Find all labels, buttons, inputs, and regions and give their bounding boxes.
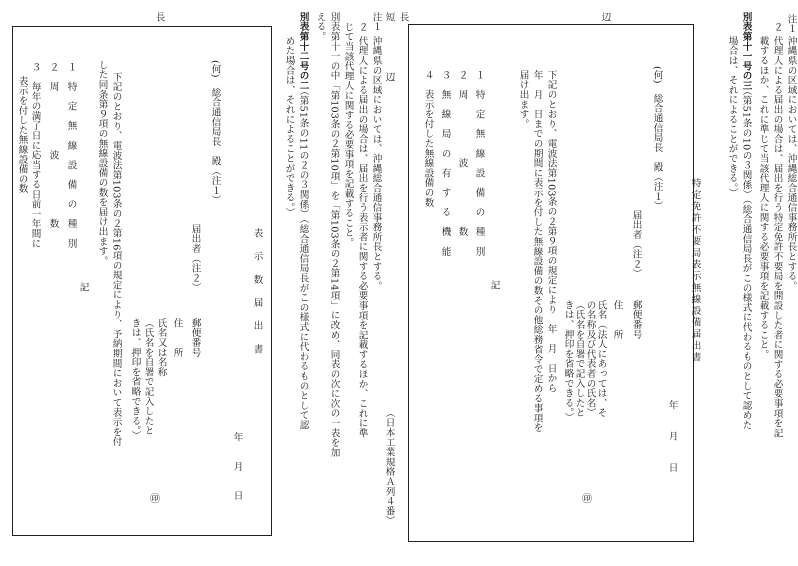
left-addressee: (何) 総合通信局長 殿（注１） [209,60,221,206]
left-seal-icon: ㊞ [150,494,160,505]
right-ki: 記 [488,280,500,290]
left-tan-label: 短 [383,12,395,22]
left-name-line3: きは、押印を省略できる。） [129,318,141,441]
left-hen-label: 辺 [383,72,395,82]
left-notifier: 届出者（注２） [189,224,201,293]
left-note-3-line1: 別表第十一の中「第103条の２第10項」を「第103条の２第14項」に改め、同表の次に次の一表を加 [328,12,340,458]
right-body-line1: 下記のとおり、電波法第103条の２第９項の規定により 年 月 日から [545,70,557,393]
left-address: 住 所 [171,318,183,358]
right-hen-label: 辺 [599,12,611,22]
left-form-label-ref2: めた場合は、それによることができる。） [283,36,295,218]
right-note-2-line1: 代理人による届出の場合は、届出を行う特定免許不要局を開設した者に関する必要事項を記 [771,36,783,438]
left-note-1: 沖縄県の区域においては、沖縄総合通信事務所長とする。 [370,36,382,291]
right-item-2: ２ 周 波 数 [456,70,468,237]
left-body-line1: 下記のとおり、電波法第103条の２第16項の規定により、予納期間において表示を付 [110,72,122,447]
left-note-header: 注１ [370,12,382,32]
right-addressee: (何) 総合通信局長 殿（注１） [651,66,663,212]
left-item-1: １ 特 定 無 線 設 備 の 種 別 [65,62,77,249]
right-postal: 郵便番号 [630,300,642,340]
left-note-2-num: ２ [356,22,368,32]
right-item-4: ４ 表示を付した無線設備の数 [422,70,434,208]
right-name-line4: きは、押印を省略できる。） [562,300,574,423]
left-item-2: ２ 周 波 数 [47,62,59,229]
right-form-label-heading: 別表第十一号の三 [740,12,752,91]
right-body-line2: 年 月 日までの期間に表示を付した無線設備の数その他総務省令で定める事項を [531,70,543,433]
right-form-label-ref2: 場合は、それによることができる。） [726,36,738,198]
left-note-3-line2: える。 [314,12,326,42]
left-form-label-heading: 別表第十二号の二 [297,12,309,91]
left-body-line2: した同条第９項の無線設備の数を届け出ます。 [96,60,108,266]
left-ki: 記 [77,282,89,292]
left-standard: （日本工業規格Ａ列４番） [383,408,395,526]
right-note-header: 注１ [785,14,797,34]
left-form-title: 表 示 数 届 出 書 [251,228,263,356]
right-item-3: ３ 無 線 局 の 有 す る 機 能 [439,70,451,257]
left-item-3-line1: ３ 毎年の満了日に応当する日前一年間に [29,62,41,249]
left-name-line1: 氏名又は名称 [155,318,167,377]
right-body-line3: 届け出ます。 [517,70,529,129]
right-name-line1: 氏名（法人にあっては、そ [595,300,607,418]
right-note-1: 沖縄県の区域においては、沖縄総合通信事務所長とする。 [785,36,797,291]
left-name-line2: （氏名を自署で記入したと [142,318,154,436]
left-form-label-ref: （第51条の11の２の３関係）（総合通信局長がこの様式に代わるものとして認 [297,86,309,430]
right-notifier: 届出者（注２） [630,210,642,279]
right-cho-label: 長 [397,12,409,22]
left-postal: 郵便番号 [189,318,201,358]
right-name-line3: （氏名を自署で記入したと [573,300,585,418]
right-note-2-line2: 載するほか、これに準じて当該代理人に関する必要事項を記載すること。 [757,36,769,360]
right-seal-icon: ㊞ [582,494,592,505]
left-note-2-line2: じて当該代理人に関する必要事項を記載すること。 [342,22,354,248]
left-item-3-line2: 表示を付した無線設備の数 [16,76,28,194]
right-form-label-ref: （第51条の10の３関係）（総合通信局長がこの様式に代わるものとして認めた [740,86,752,430]
right-note-2-num: ２ [771,22,783,32]
left-note-2-line1: 代理人による届出の場合は、届出を行う表示者に関する必要事項を記載するほか、これに準 [356,36,368,438]
left-cho-label: 長 [153,12,165,22]
left-date: 年 月 日 [231,432,243,501]
right-address: 住 所 [611,300,623,340]
right-form-title: 特定免許不要局表示無線設備届出書 [689,178,701,364]
right-item-1: １ 特 定 無 線 設 備 の 種 別 [473,70,485,257]
right-date: 年 月 日 [666,400,678,478]
right-name-line2: の名称及び代表者の氏名） [584,300,596,418]
